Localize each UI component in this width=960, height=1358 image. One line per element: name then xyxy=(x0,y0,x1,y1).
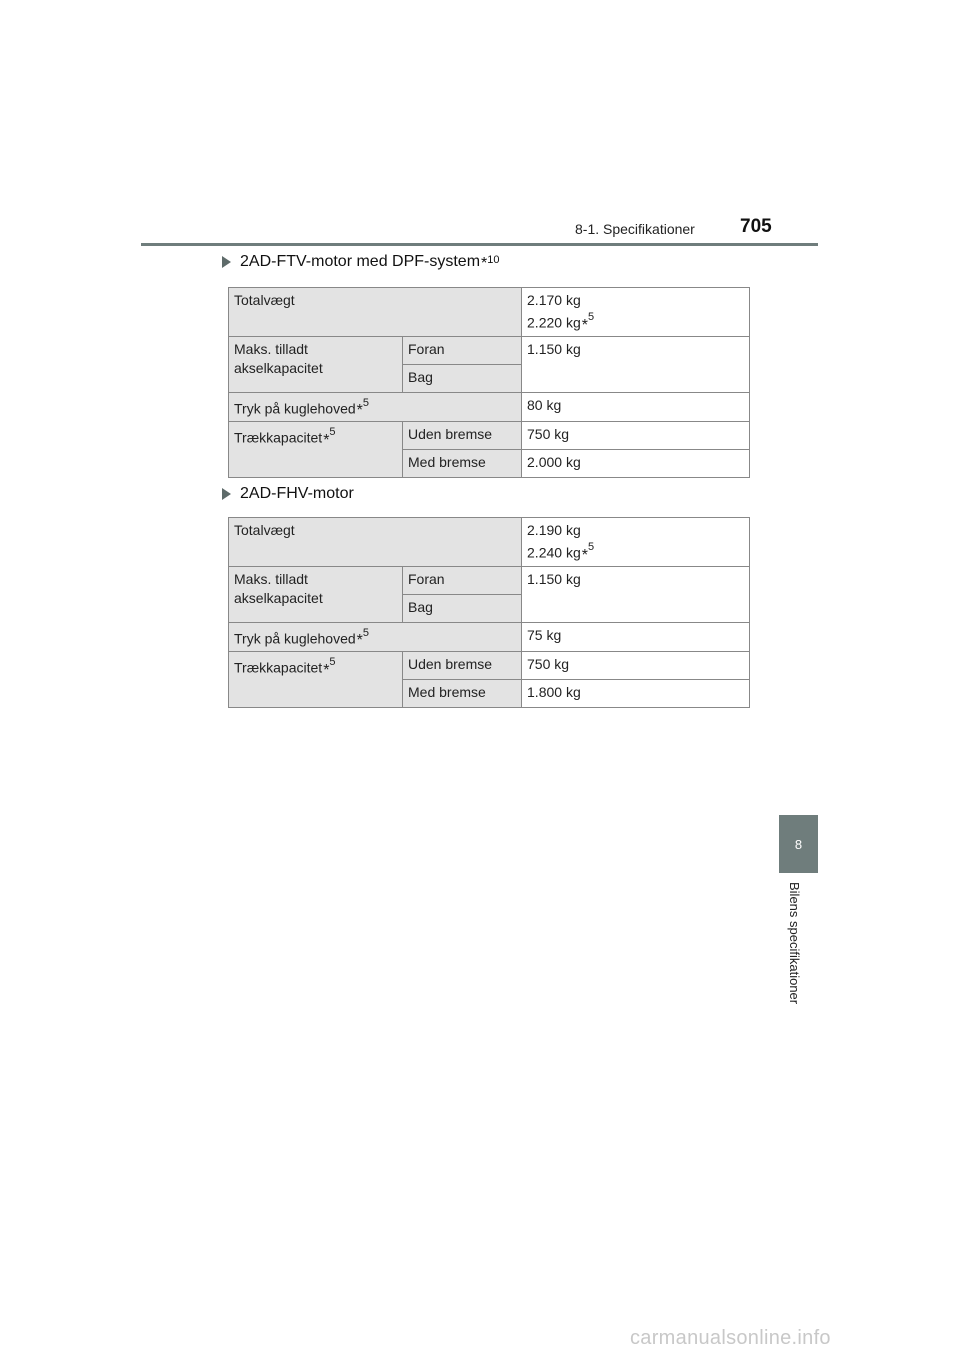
ball-pressure-text: Tryk på kuglehoved xyxy=(234,630,356,647)
chapter-label: Bilens specifikationer xyxy=(787,882,802,1005)
total-weight-label: Totalvægt xyxy=(229,518,522,567)
unbraked-label: Uden bremse xyxy=(403,652,522,680)
towing-capacity-label xyxy=(229,422,403,478)
table-row xyxy=(229,288,750,337)
footnote-star-icon: * xyxy=(581,546,588,564)
total-weight-value-2: 2.240 kg xyxy=(527,544,581,561)
towing-capacity-label xyxy=(229,652,403,708)
footnote-number: 5 xyxy=(362,396,370,409)
table-row xyxy=(229,518,750,567)
footnote-star-icon: * xyxy=(481,255,488,272)
rear-axle-label: Bag xyxy=(403,364,522,392)
unbraked-value: 750 kg xyxy=(522,422,750,450)
footnote-number: 10 xyxy=(487,254,500,266)
ball-pressure-value: 75 kg xyxy=(522,622,750,652)
footnote-number: 5 xyxy=(587,311,595,323)
spec-table-dpf xyxy=(228,287,750,478)
footnote-star-icon: * xyxy=(581,316,588,334)
page-number: 705 xyxy=(740,216,772,237)
braked-label: Med bremse xyxy=(403,450,522,478)
footnote-star-icon: * xyxy=(323,661,330,679)
axle-capacity-value: 1.150 kg xyxy=(522,336,750,392)
table-row xyxy=(229,392,750,422)
heading-text: 2AD-FHV-motor xyxy=(240,485,354,502)
ball-pressure-label xyxy=(229,622,522,652)
footnote-number: 5 xyxy=(329,656,336,669)
braked-label: Med bremse xyxy=(403,680,522,708)
footnote-number: 5 xyxy=(362,626,370,639)
total-weight-value-2-line xyxy=(527,310,744,333)
axle-capacity-label: Maks. tilladt akselkapacitet xyxy=(229,336,403,392)
braked-value: 1.800 kg xyxy=(522,680,750,708)
table-row xyxy=(229,422,750,450)
watermark: carmanualsonline.info xyxy=(630,1327,831,1349)
ball-pressure-text: Tryk på kuglehoved xyxy=(234,400,356,417)
footnote-number: 5 xyxy=(587,541,595,553)
total-weight-value-1: 2.190 kg xyxy=(527,522,581,538)
footnote-star-icon: * xyxy=(323,431,330,449)
table-row xyxy=(229,336,750,364)
table-row xyxy=(229,566,750,594)
ball-pressure-label xyxy=(229,392,522,422)
total-weight-label: Totalvægt xyxy=(229,288,522,337)
triangle-bullet-icon xyxy=(222,488,231,500)
section-title: 8-1. Specifikationer xyxy=(575,221,695,237)
front-axle-label: Foran xyxy=(403,566,522,594)
triangle-bullet-icon xyxy=(222,256,231,268)
braked-value: 2.000 kg xyxy=(522,450,750,478)
footnote-star-icon: * xyxy=(356,402,363,420)
header-divider xyxy=(141,243,818,246)
axle-capacity-label: Maks. tilladt akselkapacitet xyxy=(229,566,403,622)
unbraked-label: Uden bremse xyxy=(403,422,522,450)
footnote-number: 5 xyxy=(329,426,336,439)
table-row xyxy=(229,652,750,680)
spec-table-fhv xyxy=(228,517,750,708)
total-weight-value xyxy=(522,518,750,567)
total-weight-value xyxy=(522,288,750,337)
axle-capacity-value: 1.150 kg xyxy=(522,566,750,622)
unbraked-value: 750 kg xyxy=(522,652,750,680)
table-row xyxy=(229,622,750,652)
rear-axle-label: Bag xyxy=(403,594,522,622)
towing-capacity-text: Trækkapacitet xyxy=(234,429,323,446)
footnote-star-icon: * xyxy=(356,632,363,650)
table-heading-fhv xyxy=(222,485,354,503)
towing-capacity-text: Trækkapacitet xyxy=(234,659,323,676)
ball-pressure-value: 80 kg xyxy=(522,392,750,422)
chapter-tab[interactable]: 8 xyxy=(779,815,818,873)
total-weight-value-2-line xyxy=(527,540,744,563)
front-axle-label: Foran xyxy=(403,336,522,364)
total-weight-value-1: 2.170 kg xyxy=(527,292,581,308)
heading-text: 2AD-FTV-motor med DPF-system xyxy=(240,253,481,270)
table-heading-dpf xyxy=(222,253,500,271)
total-weight-value-2: 2.220 kg xyxy=(527,314,581,331)
